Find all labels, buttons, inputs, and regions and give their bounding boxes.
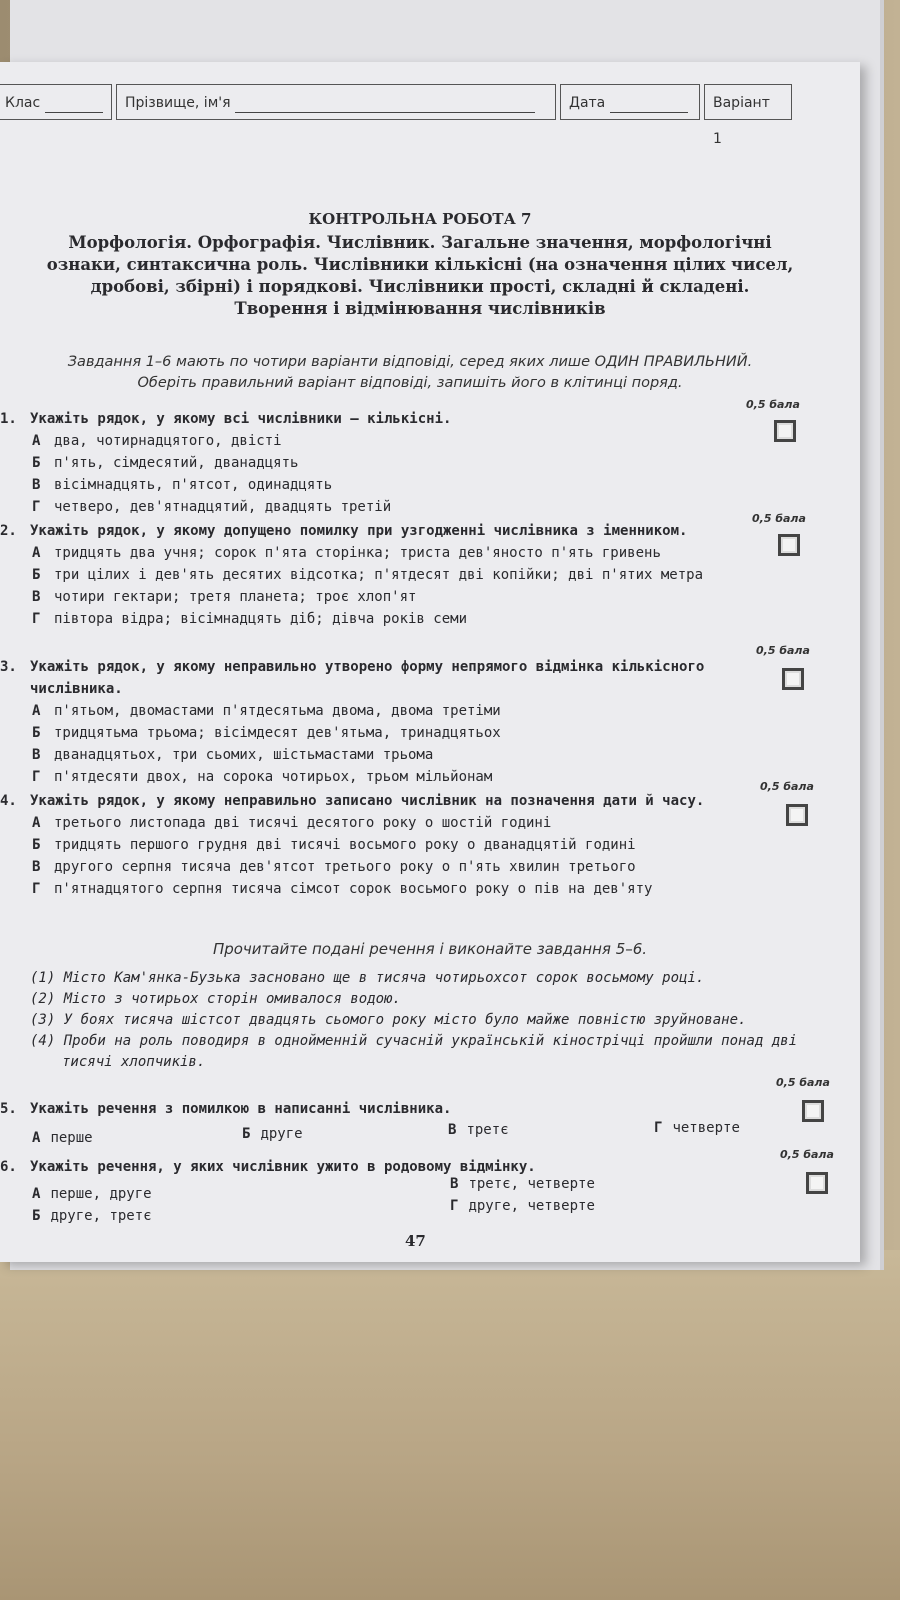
option-d[interactable]: Г п'ятнадцятого серпня тисяча сімсот сорок восьмого року о пів на дев'яту <box>32 881 653 897</box>
points-label: 0,5 бала <box>776 1076 830 1089</box>
table-surface-lower <box>0 1250 900 1600</box>
answer-box-4[interactable] <box>786 804 808 826</box>
option-d[interactable]: Г п'ятдесяти двох, на сорока чотирьох, трьом мільйонам <box>32 769 493 785</box>
option-d[interactable]: Г півтора відра; вісімнадцять діб; дівча років семи <box>32 611 468 627</box>
option-b[interactable]: Б тридцятьма трьома; вісімдесят дев'ятьма, тринадцятьох <box>32 725 501 741</box>
question-number: 1. <box>0 411 17 427</box>
points-label: 0,5 бала <box>780 1148 834 1161</box>
topic-line: Морфологія. Орфографія. Числівник. Загальне значення, морфологічні <box>68 233 772 252</box>
option-c[interactable]: В дванадцятьох, три сьомих, шістьмастами трьома <box>32 747 434 763</box>
date-field[interactable] <box>560 84 700 120</box>
reading-instruction: Прочитайте подані речення і виконайте завдання 5–6. <box>212 940 648 958</box>
option-c[interactable]: В третє, четверте <box>450 1176 595 1192</box>
test-title: КОНТРОЛЬНА РОБОТА 7 <box>308 210 532 228</box>
question-text: 4. Укажіть рядок, у якому неправильно записано числівник на позначення дати й часу. <box>0 790 720 812</box>
topic-line: ознаки, синтаксична роль. Числівники кількісні (на означення цілих чисел, <box>46 255 794 274</box>
topic-line: дробові, збірні) і порядкові. Числівники прості, складні й складені. <box>90 277 750 296</box>
page-number: 47 <box>405 1232 426 1250</box>
reading-sentences <box>30 968 830 1073</box>
sentence-2: (2) Місто з чотирьох сторін омивалося водою. <box>30 991 401 1007</box>
question-6 <box>0 1156 740 1178</box>
student-header <box>0 78 800 147</box>
instruction-line: Завдання 1–6 мають по чотири варіанти відповіді, серед яких лише ОДИН ПРАВИЛЬНИЙ. <box>67 354 753 370</box>
option-b[interactable]: Б друге <box>242 1126 303 1142</box>
name-label: Прізвище, ім'я <box>125 95 231 111</box>
question-text: 3. Укажіть рядок, у якому неправильно утворено форму непрямого відмінка кількісного числівника. <box>0 656 720 700</box>
points-label: 0,5 бала <box>752 512 806 525</box>
topic-line: Творення і відмінювання числівників <box>234 299 606 318</box>
question-1 <box>0 408 740 518</box>
question-number: 5. <box>0 1101 17 1117</box>
option-c[interactable]: В чотири гектари; третя планета; троє хлоп'ят <box>32 589 417 605</box>
instructions <box>30 352 790 394</box>
class-field[interactable] <box>0 84 112 120</box>
question-text: 2. Укажіть рядок, у якому допущено помилку при узгодженні числівника з іменником. <box>0 520 720 542</box>
points-label: 0,5 бала <box>760 780 814 793</box>
option-b[interactable]: Б тридцять першого грудня дві тисячі восьмого року о дванадцятій годині <box>32 837 636 853</box>
option-c[interactable]: В вісімнадцять, п'ятсот, одинадцять <box>32 477 333 493</box>
option-b[interactable]: Б п'ять, сімдесятий, дванадцять <box>32 455 299 471</box>
question-4 <box>0 790 720 900</box>
answer-box-5[interactable] <box>802 1100 824 1122</box>
question-number: 4. <box>0 793 17 809</box>
option-d[interactable]: Г друге, четверте <box>450 1198 595 1214</box>
question-3 <box>0 656 720 788</box>
option-a[interactable]: А третього листопада дві тисячі десятого року о шостій годині <box>32 815 552 831</box>
points-label: 0,5 бала <box>746 398 800 411</box>
name-line <box>235 94 535 113</box>
question-number: 2. <box>0 523 17 539</box>
option-a[interactable]: А п'ятьом, двомастами п'ятдесятьма двома, двома третіми <box>32 703 501 719</box>
answer-box-1[interactable] <box>774 420 796 442</box>
name-field[interactable] <box>116 84 556 120</box>
question-text: 6. Укажіть речення, у яких числівник ужито в родовому відмінку. <box>0 1156 740 1178</box>
question-2 <box>0 520 720 630</box>
class-line <box>45 94 103 113</box>
answer-box-6[interactable] <box>806 1172 828 1194</box>
question-text: 1. Укажіть рядок, у якому всі числівники — кількісні. <box>0 408 740 430</box>
option-a[interactable]: А перше, друге <box>32 1186 152 1202</box>
question-number: 3. <box>0 659 17 675</box>
test-topic <box>40 232 800 320</box>
sentence-1: (1) Місто Кам'янка-Бузька засновано ще в тисяча чотирьохсот сорок восьмому році. <box>30 970 705 986</box>
option-d[interactable]: Г четверо, дев'ятнадцятий, двадцять третій <box>32 499 392 515</box>
option-a[interactable]: А тридцять два учня; сорок п'ята сторінка; триста дев'яносто п'ять гривень <box>32 545 661 561</box>
answer-box-3[interactable] <box>782 668 804 690</box>
date-line <box>610 94 688 113</box>
option-a[interactable]: А перше <box>32 1130 93 1146</box>
option-c[interactable]: В третє <box>448 1122 509 1138</box>
question-5 <box>0 1098 740 1120</box>
sentence-3: (3) У боях тисяча шістсот двадцять сьомого року місто було майже повністю зруйноване. <box>30 1012 747 1028</box>
option-a[interactable]: А два, чотирнадцятого, двісті <box>32 433 282 449</box>
question-text: 5. Укажіть речення з помилкою в написанні числівника. <box>0 1098 740 1120</box>
sentence-4: (4) Проби на роль поводиря в однойменній сучасній українській кінострічці пройшли понад дві тисячі хлопчиків. <box>30 1033 798 1070</box>
class-label: Клас <box>5 95 41 111</box>
variant-label: Варіант 1 <box>713 95 770 147</box>
option-c[interactable]: В другого серпня тисяча дев'ятсот третього року о п'ять хвилин третього <box>32 859 636 875</box>
answer-box-2[interactable] <box>778 534 800 556</box>
question-number: 6. <box>0 1159 17 1175</box>
date-label: Дата <box>569 95 606 111</box>
option-d[interactable]: Г четверте <box>654 1120 740 1136</box>
option-b[interactable]: Б три цілих і дев'ять десятих відсотка; п'ятдесят дві копійки; дві п'ятих метра <box>32 567 704 583</box>
variant-field <box>704 84 792 147</box>
option-b[interactable]: Б друге, третє <box>32 1208 152 1224</box>
instruction-line: Оберіть правильний варіант відповіді, запишіть його в клітинці поряд. <box>137 375 683 391</box>
points-label: 0,5 бала <box>756 644 810 657</box>
